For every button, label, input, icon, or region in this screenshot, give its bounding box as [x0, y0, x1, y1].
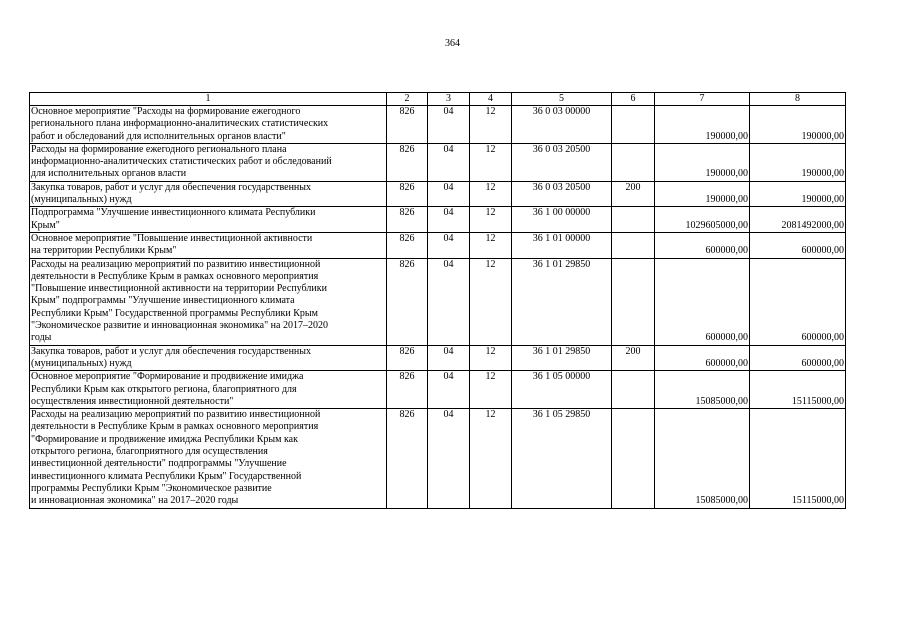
row-vr: [612, 232, 655, 258]
table-row: [30, 106, 846, 144]
row-pr: 12: [470, 207, 512, 233]
row-grbs: 826: [387, 345, 428, 371]
page-number: 364: [445, 38, 460, 49]
row-name: Закупка товаров, работ и услуг для обеспечения государственных (муниципальных) нужд: [30, 345, 387, 371]
row-rz: 04: [428, 258, 470, 345]
row-grbs: 826: [387, 143, 428, 181]
row-name: Основное мероприятие "Формирование и продвижение имиджа Республики Крым как открытого региона, благоприятного для осуществления инвестиционной деятельности": [30, 371, 387, 409]
row-csr: 36 0 03 20500: [512, 181, 612, 207]
row-csr: 36 1 05 00000: [512, 371, 612, 409]
row-vr: [612, 409, 655, 508]
row-amount-col8: 15115000,00: [750, 371, 846, 409]
header-col-8: 8: [750, 93, 846, 106]
row-pr: 12: [470, 106, 512, 144]
table-row: [30, 232, 846, 258]
row-vr: [612, 143, 655, 181]
row-csr: 36 1 01 29850: [512, 258, 612, 345]
row-pr: 12: [470, 409, 512, 508]
row-pr: 12: [470, 345, 512, 371]
row-pr: 12: [470, 232, 512, 258]
table-body: [30, 106, 846, 509]
row-vr: [612, 371, 655, 409]
row-amount-col8: 190000,00: [750, 106, 846, 144]
row-csr: 36 0 03 20500: [512, 143, 612, 181]
row-vr: 200: [612, 345, 655, 371]
row-pr: 12: [470, 181, 512, 207]
row-rz: 04: [428, 232, 470, 258]
row-vr: 200: [612, 181, 655, 207]
row-amount-col7: 1029605000,00: [655, 207, 750, 233]
header-col-1: 1: [30, 93, 387, 106]
table-row: [30, 207, 846, 233]
row-name: Расходы на реализацию мероприятий по развитию инвестиционной деятельности в Республике Крым в рамках основного мероприятия "Формирование и продвижение имиджа Республики Крым как открытого региона, благоприятного для осуществления инвестиционной деятельности" подпрограммы "Улучшение инвестиционного климата Республики Крым" Государственной программы Республики Крым "Экономическое развитие и инновационная экономика" на 2017–2020 годы: [30, 409, 387, 508]
row-rz: 04: [428, 371, 470, 409]
row-rz: 04: [428, 207, 470, 233]
row-name: Расходы на реализацию мероприятий по развитию инвестиционной деятельности в Республике Крым в рамках основного мероприятия "Повышение инвестиционной активности на территории Республики Крым" подпрограммы "Улучшение инвестиционного климата Республики Крым" Государственной программы Республики Крым "Экономическое развитие и инновационная экономика" на 2017–2020 годы: [30, 258, 387, 345]
row-grbs: 826: [387, 232, 428, 258]
row-rz: 04: [428, 181, 470, 207]
row-rz: 04: [428, 409, 470, 508]
row-amount-col8: 2081492000,00: [750, 207, 846, 233]
table-row: [30, 371, 846, 409]
row-amount-col7: 15085000,00: [655, 409, 750, 508]
row-grbs: 826: [387, 207, 428, 233]
row-csr: 36 1 00 00000: [512, 207, 612, 233]
row-name: Расходы на формирование ежегодного регионального плана информационно-аналитических статистических работ и обследований для исполнительных органов власти: [30, 143, 387, 181]
row-amount-col7: 190000,00: [655, 106, 750, 144]
row-pr: 12: [470, 143, 512, 181]
table-header-row: [30, 93, 846, 106]
row-rz: 04: [428, 106, 470, 144]
row-name: Подпрограмма "Улучшение инвестиционного климата Республики Крым": [30, 207, 387, 233]
row-csr: 36 1 05 29850: [512, 409, 612, 508]
row-grbs: 826: [387, 258, 428, 345]
row-csr: 36 1 01 29850: [512, 345, 612, 371]
header-col-3: 3: [428, 93, 470, 106]
row-name: Закупка товаров, работ и услуг для обеспечения государственных (муниципальных) нужд: [30, 181, 387, 207]
table-row: [30, 345, 846, 371]
table-row: [30, 258, 846, 345]
row-csr: 36 1 01 00000: [512, 232, 612, 258]
row-amount-col7: 600000,00: [655, 345, 750, 371]
header-col-4: 4: [470, 93, 512, 106]
budget-table: [29, 92, 846, 509]
row-grbs: 826: [387, 181, 428, 207]
row-name: Основное мероприятие "Расходы на формирование ежегодного регионального плана информационно-аналитических статистических работ и обследований для исполнительных органов власти": [30, 106, 387, 144]
header-col-2: 2: [387, 93, 428, 106]
row-grbs: 826: [387, 409, 428, 508]
row-amount-col8: 600000,00: [750, 258, 846, 345]
header-col-6: 6: [612, 93, 655, 106]
row-name: Основное мероприятие "Повышение инвестиционной активности на территории Республики Крым": [30, 232, 387, 258]
table-row: [30, 181, 846, 207]
row-grbs: 826: [387, 371, 428, 409]
row-amount-col8: 600000,00: [750, 345, 846, 371]
row-pr: 12: [470, 258, 512, 345]
row-csr: 36 0 03 00000: [512, 106, 612, 144]
row-amount-col7: 600000,00: [655, 232, 750, 258]
row-amount-col8: 600000,00: [750, 232, 846, 258]
row-rz: 04: [428, 143, 470, 181]
row-vr: [612, 207, 655, 233]
row-amount-col7: 15085000,00: [655, 371, 750, 409]
row-pr: 12: [470, 371, 512, 409]
table-row: [30, 409, 846, 508]
header-col-5: 5: [512, 93, 612, 106]
table-header: [30, 93, 846, 106]
row-vr: [612, 106, 655, 144]
row-amount-col8: 190000,00: [750, 143, 846, 181]
row-amount-col8: 190000,00: [750, 181, 846, 207]
row-amount-col8: 15115000,00: [750, 409, 846, 508]
header-col-7: 7: [655, 93, 750, 106]
row-amount-col7: 190000,00: [655, 143, 750, 181]
row-amount-col7: 190000,00: [655, 181, 750, 207]
row-amount-col7: 600000,00: [655, 258, 750, 345]
row-rz: 04: [428, 345, 470, 371]
row-grbs: 826: [387, 106, 428, 144]
table-row: [30, 143, 846, 181]
row-vr: [612, 258, 655, 345]
